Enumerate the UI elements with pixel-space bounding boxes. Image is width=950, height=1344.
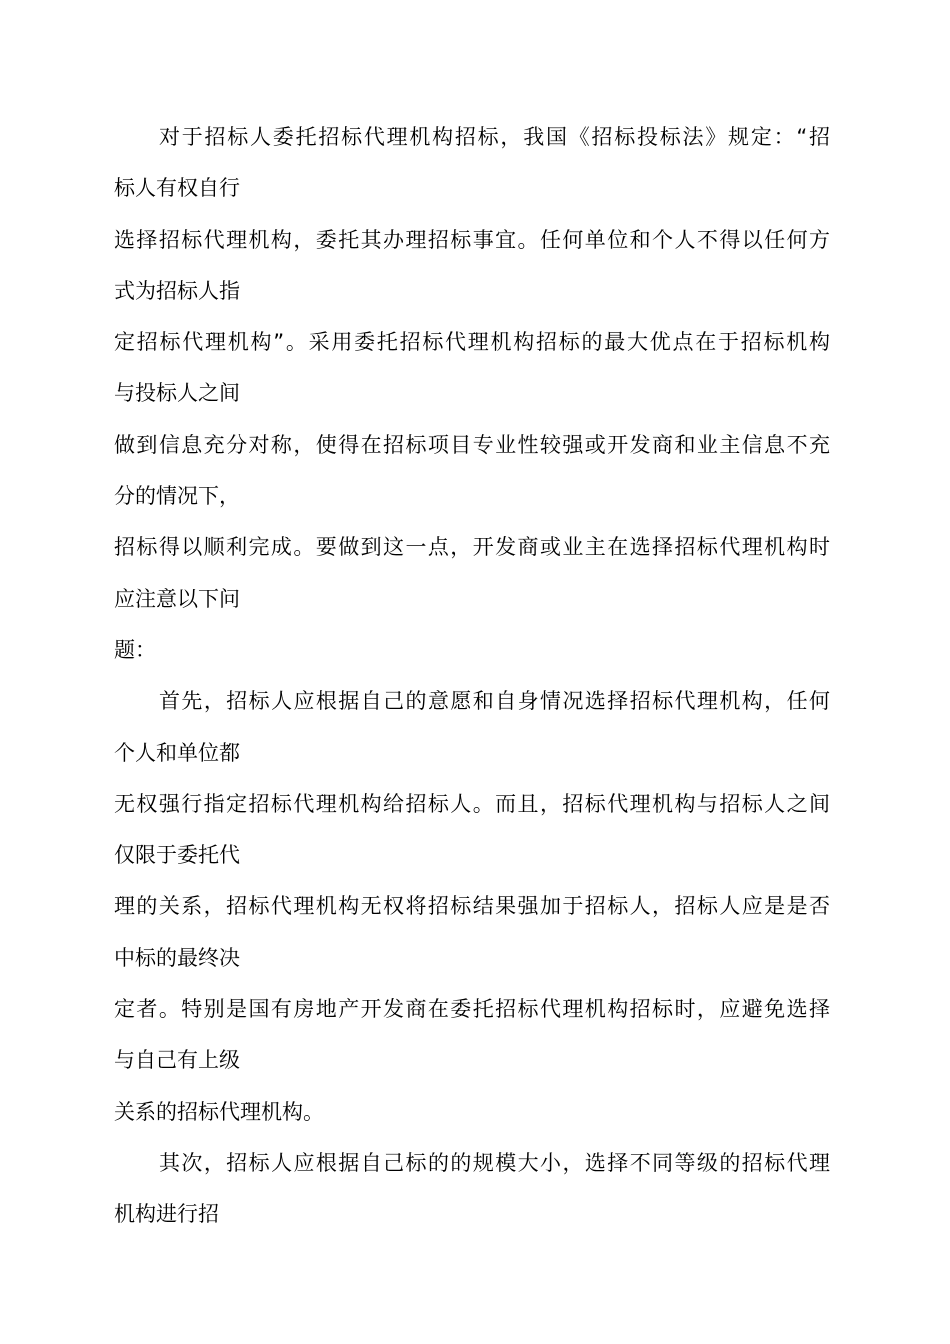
text-line: 中标的最终决 — [114, 945, 240, 970]
text-line: 无权强行指定招标代理机构给招标人。而且，招标代理机构与招标人之间 — [114, 791, 830, 816]
text-line: 个人和单位都 — [114, 740, 240, 765]
text-line: 定者。特别是国有房地产开发商在委托招标代理机构招标时，应避免选择 — [114, 997, 830, 1022]
text-line: 选择招标代理机构，委托其办理招标事宜。任何单位和个人不得以任何方 — [114, 227, 830, 252]
text-line: 对于招标人委托招标代理机构招标，我国《招标投标法》规定：“招 — [159, 125, 830, 149]
text-line: 仅限于委托代 — [114, 843, 240, 868]
body-text — [114, 112, 830, 1241]
text-line: 关系的招标代理机构。 — [114, 1099, 324, 1124]
text-line: 分的情况下， — [114, 484, 240, 509]
text-line: 题： — [114, 637, 156, 662]
text-line: 机构进行招 — [114, 1202, 219, 1227]
text-line: 理的关系，招标代理机构无权将招标结果强加于招标人，招标人应是是否 — [114, 894, 830, 919]
text-line: 与自己有上级 — [114, 1048, 240, 1073]
text-line: 应注意以下问 — [114, 586, 240, 611]
text-line: 首先，招标人应根据自己的意愿和自身情况选择招标代理机构，任何 — [159, 689, 830, 714]
text-line: 标人有权自行 — [114, 176, 240, 201]
text-line: 其次，招标人应根据自己标的的规模大小，选择不同等级的招标代理 — [159, 1150, 830, 1175]
text-line: 与投标人之间 — [114, 381, 240, 406]
text-line: 定招标代理机构”。采用委托招标代理机构招标的最大优点在于招标机构 — [114, 330, 830, 355]
text-line: 做到信息充分对称，使得在招标项目专业性较强或开发商和业主信息不充 — [114, 432, 830, 457]
text-line: 式为招标人指 — [114, 278, 240, 303]
text-line: 招标得以顺利完成。要做到这一点，开发商或业主在选择招标代理机构时 — [114, 535, 830, 560]
